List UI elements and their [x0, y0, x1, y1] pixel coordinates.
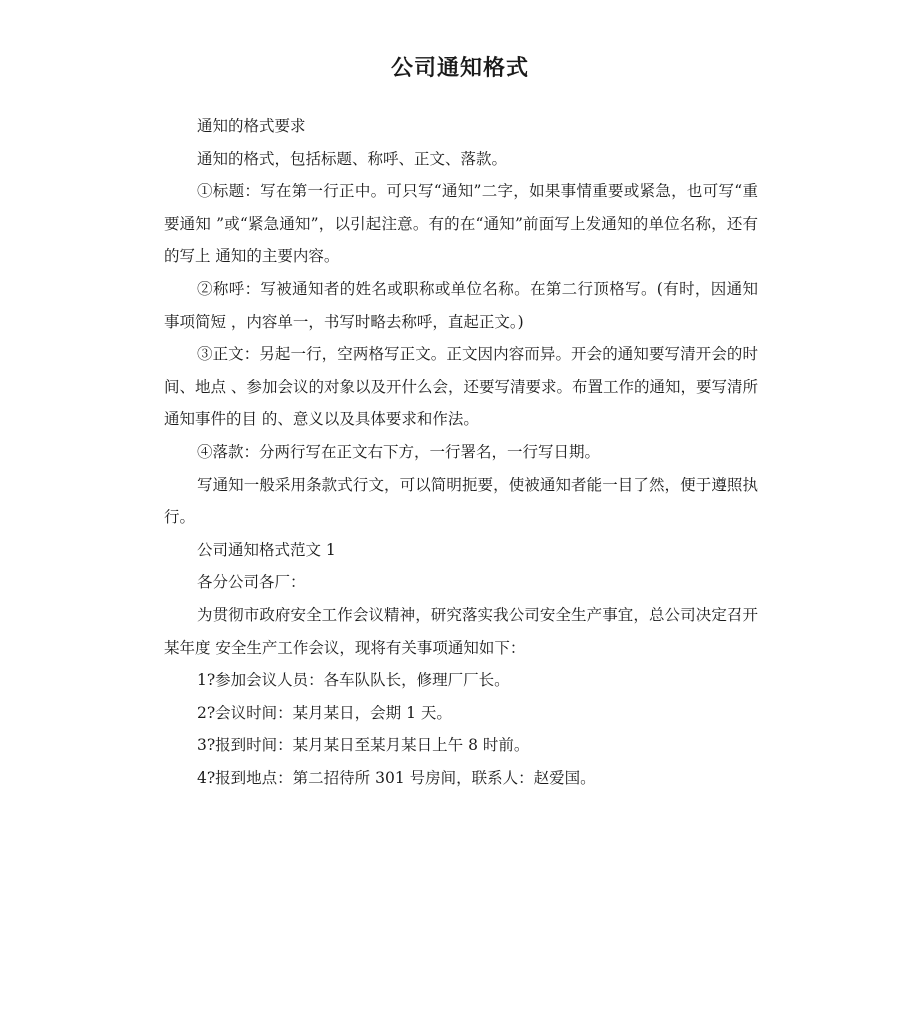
- sample-item-registration-location: 4?报到地点：第二招待所 301 号房间，联系人：赵爱国。: [197, 768, 596, 787]
- document-title: 公司通知格式: [390, 56, 529, 81]
- section-heading-sample-1: 公司通知格式范文 1: [197, 540, 336, 559]
- paragraph-salutation-rule: ②称呼：写被通知者的姓名或职称或单位名称。在第二行顶格写。(有时，因通知事项简短 ，内容单一，书写时略去称呼，直起正文。): [164, 279, 758, 331]
- document-body: [164, 110, 758, 794]
- paragraph-signature-rule: ④落款：分两行写在正文右下方，一行署名，一行写日期。: [197, 442, 601, 461]
- paragraph-writing-advice: 写通知一般采用条款式行文，可以简明扼要，使被通知者能一目了然，便于遵照执行。: [164, 475, 758, 527]
- sample-item-registration-time: 3?报到时间：某月某日至某月某日上午 8 时前。: [197, 736, 530, 755]
- sample-item-meeting-time: 2?会议时间：某月某日，会期 1 天。: [197, 703, 452, 722]
- paragraph-format-overview: 通知的格式，包括标题、称呼、正文、落款。: [197, 149, 508, 168]
- sample-salutation: 各分公司各厂：: [197, 573, 306, 592]
- paragraph-body-rule: ③正文：另起一行，空两格写正文。正文因内容而异。开会的通知要写清开会的时间、地点 、参加会议的对象以及开什么会，还要写清要求。布置工作的通知，要写清所通知事件的目 的、意义以及具体要求和作法。: [164, 345, 758, 429]
- paragraph-title-rule: ①标题：写在第一行正中。可只写“通知”二字，如果事情重要或紧急，也可写“重要通知 ”或“紧急通知”，以引起注意。有的在“通知”前面写上发通知的单位名称，还有的写上 通知的主要内容。: [164, 182, 758, 266]
- sample-intro-paragraph: 为贯彻市政府安全工作会议精神，研究落实我公司安全生产事宜，总公司决定召开某年度 安全生产工作会议，现将有关事项通知如下：: [164, 605, 758, 657]
- section-heading-format-requirements: 通知的格式要求: [197, 117, 306, 135]
- sample-item-attendees: 1?参加会议人员：各车队队长，修理厂厂长。: [197, 671, 510, 690]
